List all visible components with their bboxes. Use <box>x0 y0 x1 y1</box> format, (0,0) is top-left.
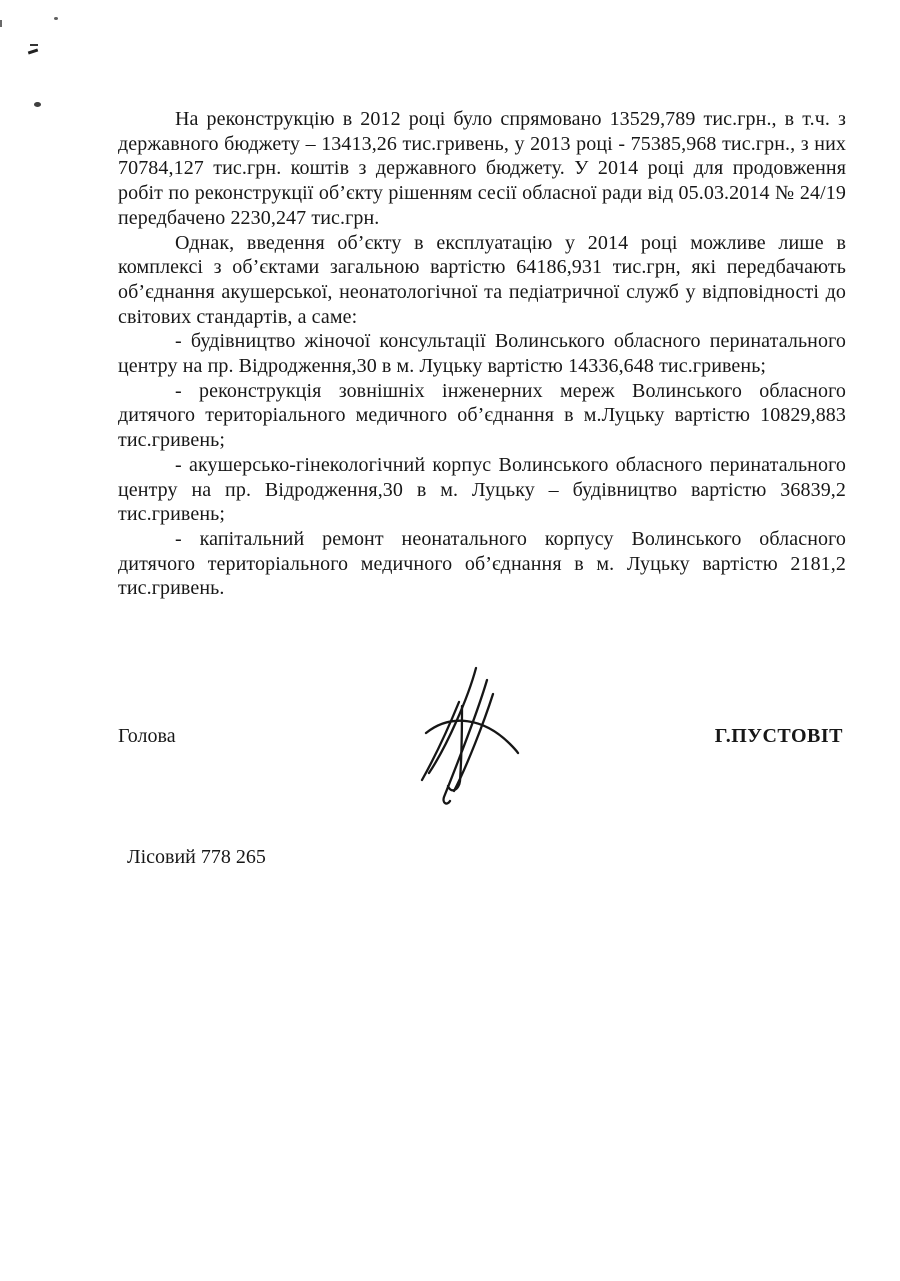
list-item-neonatal-building-repair: - капітальний ремонт неонатального корпусу Волинського обласного дитячого територіального медичного об’єднання в м. Луцьку вартістю 2181,2 тис.гривень. <box>118 527 846 600</box>
signature-block <box>118 724 846 748</box>
paragraph-commissioning-condition: Однак, введення об’єкту в експлуатацію у 2014 році можливе лише в комплексі з об’єктами загальною вартістю 64186,931 тис.грн, які передбачають об’єднання акушерської, неонатологічної та педіатричної служб у відповідності до світових стандартів, а саме: <box>118 231 846 328</box>
executor-contact: Лісовий 778 265 <box>127 846 266 868</box>
scan-artifact-tick <box>0 20 2 27</box>
signatory-name: Г.ПУСТОВІТ <box>714 725 843 747</box>
list-item-obstetric-gynecology-building: - акушерсько-гінекологічний корпус Волинського обласного перинатального центру на пр. Відродження,30 в м. Луцьку – будівництво вартістю 36839,2 тис.гривень; <box>118 453 846 526</box>
scan-artifact-dot <box>34 102 41 107</box>
scan-artifact-mark-part <box>30 44 38 46</box>
document-body <box>118 107 846 601</box>
signatory-role: Голова <box>118 725 176 747</box>
scan-artifact-mark <box>28 44 40 56</box>
paragraph-funding-history: На реконструкцію в 2012 році було спрямовано 13529,789 тис.грн., в т.ч. з державного бюджету – 13413,26 тис.гривень, у 2013 році - 75385,968 тис.грн., з них 70784,127 тис.грн. коштів з державного бюджету. У 2014 році для продовження робіт по реконструкції об’єкту рішенням сесії обласної ради від 05.03.2014 № 24/19 передбачено 2230,247 тис.грн. <box>118 108 846 229</box>
list-item-womens-clinic-construction: - будівництво жіночої консультації Волинського обласного перинатального центру на пр. Відродження,30 в м. Луцьку вартістю 14336,648 тис.гривень; <box>118 330 846 378</box>
list-item-external-networks-reconstruction: - реконструкція зовнішніх інженерних мереж Волинського обласного дитячого територіального медичного об’єднання в м.Луцьку вартістю 10829,883 тис.гривень; <box>118 379 846 452</box>
scan-artifact-mark-part <box>28 49 38 55</box>
scan-artifact-dot <box>54 17 58 20</box>
